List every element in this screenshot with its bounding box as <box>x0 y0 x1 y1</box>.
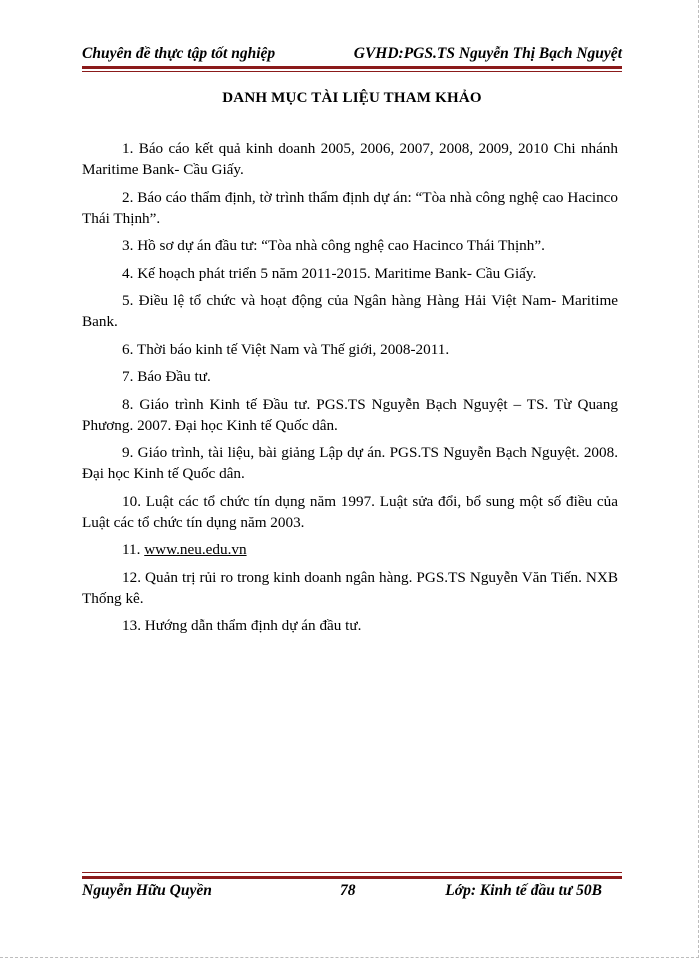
page-header <box>82 45 622 63</box>
reference-item-1: 1. Báo cáo kết quả kinh doanh 2005, 2006, 2007, 2008, 2009, 2010 Chi nhánh Maritime Bank- Cầu Giấy. <box>82 140 618 178</box>
page-footer <box>82 882 602 904</box>
page-title: DANH MỤC TÀI LIỆU THAM KHẢO <box>222 90 482 106</box>
reference-item-5: 5. Điều lệ tổ chức và hoạt động của Ngân hàng Hàng Hải Việt Nam- Maritime Bank. <box>82 292 618 330</box>
header-right-text: GVHD:PGS.TS Nguyễn Thị Bạch Nguyệt <box>353 45 622 62</box>
header-rule-thick <box>82 66 622 69</box>
reference-list <box>82 138 618 643</box>
reference-item-8: 8. Giáo trình Kinh tế Đầu tư. PGS.TS Nguyễn Bạch Nguyệt – TS. Từ Quang Phương. 2007. Đại học Kinh tế Quốc dân. <box>82 395 618 434</box>
reference-item-11-number: 11. <box>122 541 141 558</box>
footer-page-number: 78 <box>340 882 356 899</box>
footer-rule-thin <box>82 872 622 873</box>
footer-class-label: Lớp: Kinh tế đầu tư 50B <box>445 882 602 899</box>
reference-item-6: 6. Thời báo kinh tế Việt Nam và Thế giới, 2008-2011. <box>122 340 450 358</box>
reference-item-7: 7. Báo Đầu tư. <box>122 368 211 385</box>
reference-item-11 <box>82 539 618 560</box>
footer-rule-thick <box>82 876 622 879</box>
reference-item-2: 2. Báo cáo thẩm định, tờ trình thẩm định dự án: “Tòa nhà công nghệ cao Hacinco Thái Thịnh”. <box>82 188 618 227</box>
reference-item-10: 10. Luật các tổ chức tín dụng năm 1997. Luật sửa đổi, bổ sung một số điều của Luật các tổ chức tín dụng năm 2003. <box>82 492 618 531</box>
reference-item-4: 4. Kế hoạch phát triển 5 năm 2011-2015. Maritime Bank- Cầu Giấy. <box>122 264 537 282</box>
footer-author: Nguyễn Hữu Quyền <box>82 882 212 899</box>
header-left-text: Chuyên đề thực tập tốt nghiệp <box>82 45 276 62</box>
reference-item-11-link[interactable]: www.neu.edu.vn <box>144 541 247 558</box>
reference-item-3: 3. Hồ sơ dự án đầu tư: “Tòa nhà công nghệ cao Hacinco Thái Thịnh”. <box>122 237 545 254</box>
reference-item-12: 12. Quản trị rủi ro trong kinh doanh ngân hàng. PGS.TS Nguyễn Văn Tiến. NXB Thống kê. <box>82 568 618 607</box>
header-rule-thin <box>82 71 622 72</box>
reference-item-9: 9. Giáo trình, tài liệu, bài giảng Lập dự án. PGS.TS Nguyễn Bạch Nguyệt. 2008. Đại học Kinh tế Quốc dân. <box>82 444 618 482</box>
reference-item-13: 13. Hướng dẫn thẩm định dự án đầu tư. <box>122 617 362 634</box>
